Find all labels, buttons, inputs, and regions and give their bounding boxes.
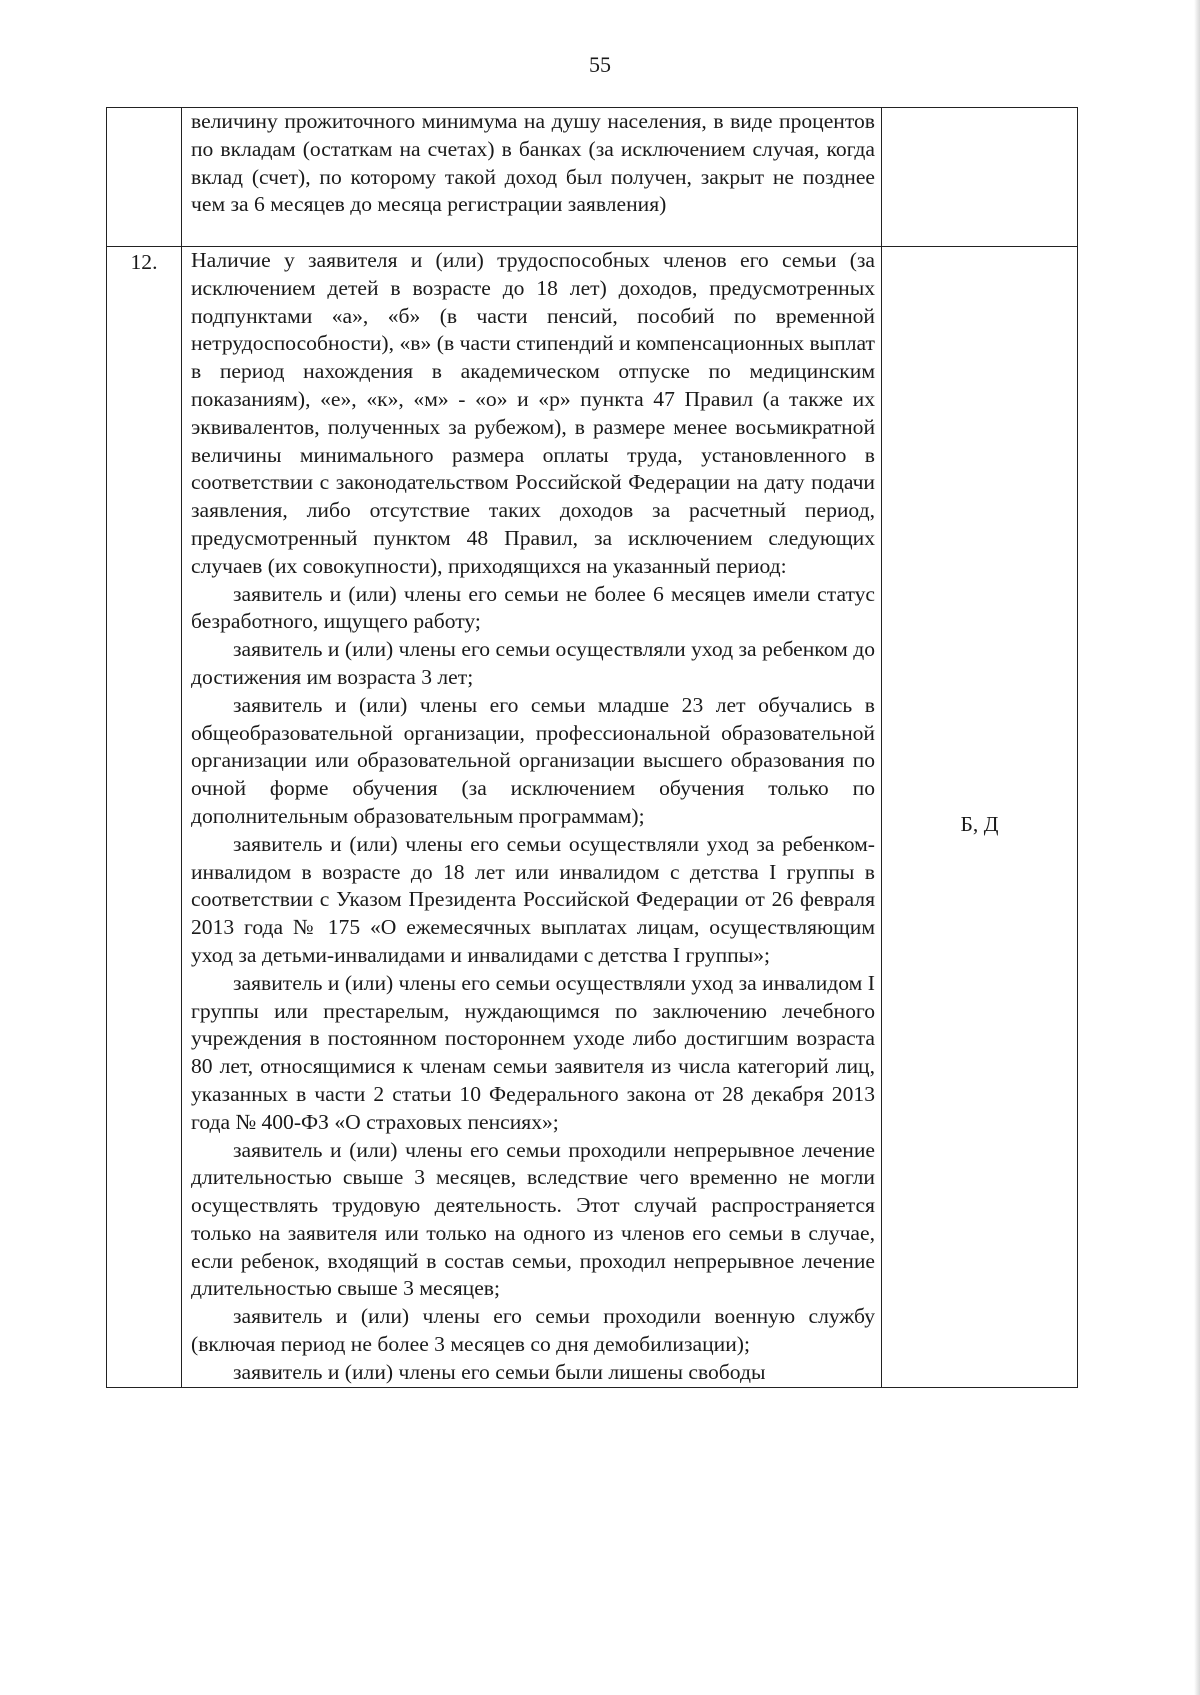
exception-item: заявитель и (или) члены его семьи были лишены свободы — [233, 1359, 766, 1384]
scan-edge-shadow — [1194, 0, 1200, 1695]
row-text-cell — [182, 108, 882, 247]
exception-item: заявитель и (или) члены его семьи осуществляли уход за ребенком-инвалидом в возрасте до 18 лет или инвалидом с детства I группы в соответствии с Указом Президента Российской Федерации от 26 февраля 2013 года № 175 «О ежемесячных выплатах лицам, осуществляющим уход за детьми-инвалидами и инвалидами с детства I группы»; — [191, 831, 875, 967]
exception-item: заявитель и (или) члены его семьи осуществляли уход за ребенком до достижения им возраста 3 лет; — [191, 637, 875, 689]
exception-item: заявитель и (или) члены его семьи проходили непрерывное лечение длительностью свыше 3 месяцев, вследствие чего временно не могли осуществлять трудовую деятельность. Этот случай распространяется только на заявителя или только на одного из членов его семьи в случае, если ребенок, входящий в состав семьи, проходил непрерывное лечение длительностью свыше 3 месяцев; — [191, 1137, 875, 1301]
row-text: величину прожиточного минимума на душу населения, в виде процентов по вкладам (остаткам на счетах) в банках (за исключением случая, когда вклад (счет), по которому такой доход был получен, закрыт не позднее чем за 6 месяцев до месяца регистрации заявления) — [191, 109, 875, 217]
row-intro-paragraph: Наличие у заявителя и (или) трудоспособных членов его семьи (за исключением детей в возрасте до 18 лет) доходов, предусмотренных подпунктами «а», «б» (в части пенсий, пособий по временной нетрудоспособности), «в» (в части стипендий и компенсационных выплат в период нахождения в академическом отпуске по медицинским показаниям), «е», «к», «м» - «о» и «р» пункта 47 Правил (а также их эквивалентов, полученных за рубежом), в размере менее восьмикратной величины минимального размера оплаты труда, установленного в соответствии с законодательством Российской Федерации на дату подачи заявления, либо отсутствие таких доходов за расчетный период, предусмотренный пунктом 48 Правил, за исключением следующих случаев (их совокупности), приходящихся на указанный период: — [191, 248, 875, 578]
row-number-cell: 12. — [107, 247, 182, 1388]
exception-item: заявитель и (или) члены его семьи не более 6 месяцев имели статус безработного, ищущего работу; — [191, 581, 875, 634]
table-row-12 — [107, 247, 1078, 1388]
row-code-cell — [882, 108, 1078, 247]
exception-item: заявитель и (или) члены его семьи проходили военную службу (включая период не более 3 месяцев со дня демобилизации); — [191, 1304, 875, 1357]
row-text-cell — [182, 247, 882, 1388]
criteria-table — [106, 107, 1078, 1388]
page-number: 55 — [589, 52, 611, 77]
row-number-cell — [107, 108, 182, 247]
exception-item: заявитель и (или) члены его семьи младше 23 лет обучались в общеобразовательной организации, профессиональной образовательной организации или образовательной организации высшего образования по очной форме обучения (за исключением обучения только по дополнительным образовательным программам); — [191, 692, 875, 828]
table-row-continued — [107, 108, 1078, 247]
row-code-cell: Б, Д — [882, 247, 1078, 1388]
exception-item: заявитель и (или) члены его семьи осуществляли уход за инвалидом I группы или престарелым, нуждающимся по заключению лечебного учреждения в постоянном постороннем уходе либо достигшим возраста 80 лет, относящимися к членам семьи заявителя из числа категорий лиц, указанных в части 2 статьи 10 Федерального закона от 28 декабря 2013 года № 400-ФЗ «О страховых пенсиях»; — [191, 970, 875, 1134]
